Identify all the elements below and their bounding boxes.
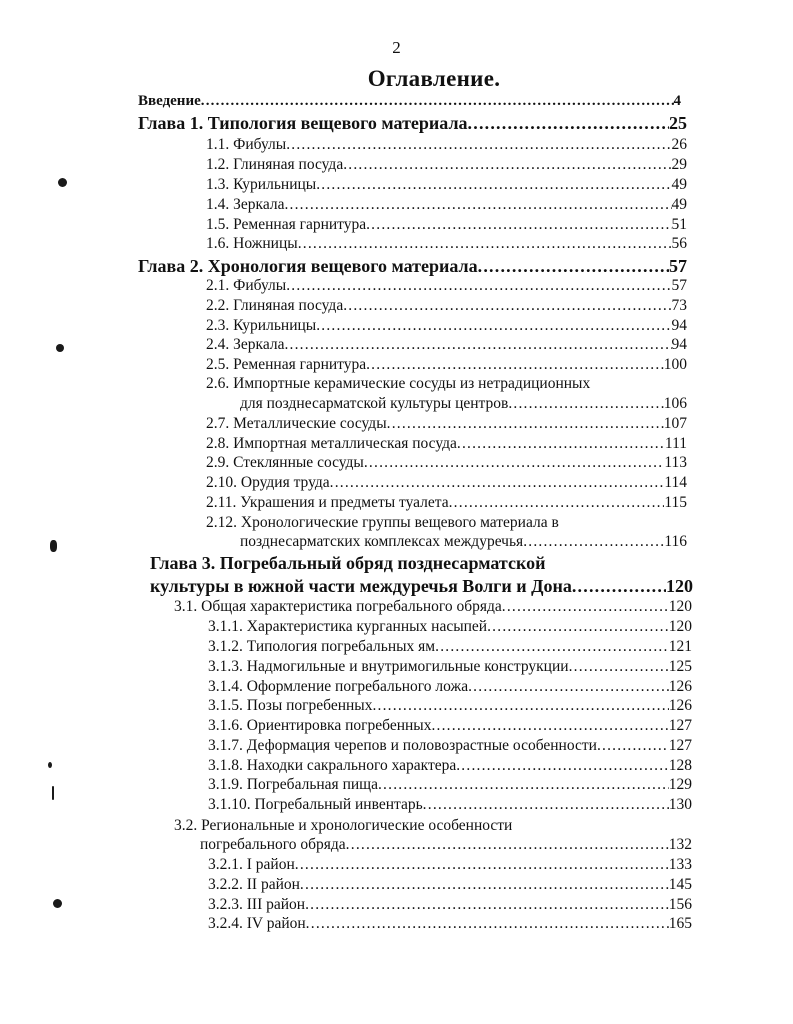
toc-entry-page: 4: [673, 93, 681, 109]
leader-dots: [295, 856, 669, 874]
toc-entry-text: 2.4. Зеркала: [206, 336, 285, 353]
toc-entry-text: 2.2. Глиняная посуда: [206, 297, 344, 314]
toc-entry-text: позднесарматских комплексах междуречья: [240, 533, 524, 550]
toc-entry-text: 1.2. Глиняная посуда: [206, 156, 344, 173]
toc-entry-page: 113: [664, 454, 687, 471]
toc-entry: [208, 856, 692, 874]
toc-entry-text: 3.1.6. Ориентировка погребенных: [208, 717, 432, 734]
toc-entry-text: 3.1.8. Находки сакрального характера: [208, 757, 457, 774]
toc-entry-text: 3.2.4. IV район: [208, 915, 306, 932]
toc-entry-page: 165: [668, 915, 692, 932]
toc-entry: [240, 395, 687, 413]
toc-entry-text: 3.1.5. Позы погребенных: [208, 697, 373, 714]
toc-entry-text: 2.1. Фибулы: [206, 277, 287, 294]
toc-chapter-text: Глава 1. Типология вещевого материала: [138, 113, 468, 133]
leader-dots: [372, 697, 668, 715]
toc-chapter-1: [138, 113, 687, 134]
toc-entry-text: для позднесарматской культуры центров: [240, 395, 509, 412]
toc-entry-page: 127: [668, 737, 692, 754]
toc-entry: [206, 235, 687, 253]
toc-entry-page: 107: [663, 415, 687, 432]
leader-dots: [387, 415, 664, 433]
leader-dots: [201, 93, 674, 110]
toc-entry-text: 3.2.3. III район: [208, 896, 306, 913]
toc-chapter-page: 120: [666, 576, 693, 596]
toc-chapter-2: [138, 256, 687, 277]
leader-dots: [597, 737, 669, 755]
leader-dots: [366, 216, 671, 234]
toc-section-3-1: [174, 598, 692, 616]
toc-entry: [206, 277, 687, 295]
toc-entry-text: 1.6. Ножницы: [206, 235, 298, 252]
scan-mark: [52, 786, 54, 800]
toc-entry: [206, 494, 687, 512]
toc-entry: [206, 196, 687, 214]
toc-entry-page: 100: [663, 356, 687, 373]
leader-dots: [316, 176, 671, 194]
toc-entry-text: 1.4. Зеркала: [206, 196, 285, 213]
toc-entry: [208, 757, 692, 775]
toc-entry-text: 3.1. Общая характеристика погребального обряда: [174, 598, 502, 615]
toc-entry-text: 2.3. Курильницы: [206, 317, 317, 334]
leader-dots: [343, 156, 671, 174]
toc-entry-page: 133: [668, 856, 692, 873]
toc-entry: [208, 796, 692, 814]
toc-entry: [206, 356, 687, 374]
toc-entry-text: 3.2.1. I район: [208, 856, 295, 873]
leader-dots: [457, 435, 665, 453]
leader-dots: [502, 598, 669, 616]
toc-entry: [208, 638, 692, 656]
toc-entry-text: 3.1.1. Характеристика курганных насыпей: [208, 618, 488, 635]
toc-entry-page: 57: [671, 277, 687, 294]
toc-entry-text: 3.1.9. Погребальная пища: [208, 776, 378, 793]
toc-entry: [206, 415, 687, 433]
toc-entry-text: 3.1.3. Надмогильные и внутримогильные конструкции: [208, 658, 569, 675]
leader-dots: [468, 113, 669, 134]
toc-entry-page: 49: [671, 176, 687, 193]
toc-entry: [206, 454, 687, 472]
toc-entry: [206, 336, 687, 354]
toc-entry-line1: 2.12. Хронологические группы вещевого материала в: [206, 514, 559, 531]
leader-dots: [346, 836, 669, 854]
toc-entry-intro: [138, 93, 681, 110]
leader-dots: [456, 757, 669, 775]
leader-dots: [286, 136, 671, 154]
toc-chapter-page: 25: [669, 113, 687, 133]
scan-mark: [58, 178, 67, 187]
toc-entry: [208, 776, 692, 794]
toc-entry-page: 29: [671, 156, 687, 173]
leader-dots: [284, 196, 671, 214]
toc-entry: [208, 717, 692, 735]
toc-entry-text: 1.5. Ременная гарнитура: [206, 216, 367, 233]
toc-entry-text: 3.1.2. Типология погребальных ям: [208, 638, 436, 655]
toc-entry: [208, 618, 692, 636]
toc-chapter-page: 57: [669, 256, 687, 276]
toc-entry-page: 56: [671, 235, 687, 252]
toc-entry: [206, 435, 687, 453]
toc-entry-text: 3.1.7. Деформация черепов и половозрастные особенности: [208, 737, 597, 754]
toc-entry: [208, 697, 692, 715]
toc-entry-page: 94: [671, 336, 687, 353]
toc-entry: [208, 658, 692, 676]
leader-dots: [468, 678, 669, 696]
scan-mark: [53, 899, 62, 908]
toc-entry: [206, 474, 687, 492]
leader-dots: [449, 494, 665, 512]
toc-entry-text: Введение: [138, 93, 201, 109]
toc-chapter-text: Глава 2. Хронология вещевого материала: [138, 256, 478, 276]
leader-dots: [423, 796, 669, 814]
toc-entry: [208, 896, 692, 914]
leader-dots: [378, 776, 669, 794]
toc-entry: [206, 176, 687, 194]
toc-entry-page: 130: [668, 796, 692, 813]
toc-entry: [206, 297, 687, 315]
toc-entry-text: 1.3. Курильницы: [206, 176, 317, 193]
leader-dots: [431, 717, 668, 735]
toc-entry-text: 2.5. Ременная гарнитура: [206, 356, 367, 373]
page-title: Оглавление.: [367, 66, 501, 91]
leader-dots: [487, 618, 669, 636]
toc-entry: [240, 533, 687, 551]
toc-entry-page: 51: [671, 216, 687, 233]
leader-dots: [478, 256, 669, 277]
toc-entry-page: 127: [668, 717, 692, 734]
toc-entry-page: 145: [668, 876, 692, 893]
toc-entry: [206, 216, 687, 234]
toc-entry-page: 126: [668, 697, 692, 714]
leader-dots: [364, 454, 664, 472]
leader-dots: [343, 297, 671, 315]
leader-dots: [572, 576, 666, 597]
leader-dots: [508, 395, 663, 413]
toc-entry-page: 156: [668, 896, 692, 913]
scan-mark: [48, 762, 52, 768]
toc-entry: [208, 876, 692, 894]
scan-mark: [50, 540, 57, 552]
leader-dots: [569, 658, 669, 676]
toc-entry-text: 2.9. Стеклянные сосуды: [206, 454, 364, 471]
toc-entry: [208, 915, 692, 933]
toc-entry-text: 2.11. Украшения и предметы туалета: [206, 494, 449, 511]
toc-chapter-3-line1: Глава 3. Погребальный обряд позднесарматской: [150, 553, 546, 573]
toc-entry-line1: 2.6. Импортные керамические сосуды из нетрадиционных: [206, 375, 591, 392]
toc-entry-page: 49: [671, 196, 687, 213]
toc-entry-page: 106: [663, 395, 687, 412]
toc-chapter-3: [150, 576, 693, 597]
toc-entry-page: 26: [671, 136, 687, 153]
toc-entry-page: 126: [668, 678, 692, 695]
toc-entry-text: 3.2.2. II район: [208, 876, 300, 893]
leader-dots: [305, 896, 669, 914]
toc-entry: [206, 317, 687, 335]
toc-entry-text: 1.1. Фибулы: [206, 136, 287, 153]
leader-dots: [284, 336, 671, 354]
toc-entry-text: 2.8. Импортная металлическая посуда: [206, 435, 457, 452]
leader-dots: [330, 474, 665, 492]
toc-entry-text: 3.1.4. Оформление погребального ложа: [208, 678, 469, 695]
toc-entry-page: 120: [668, 598, 692, 615]
toc-entry-text: погребального обряда: [200, 836, 346, 853]
toc-entry-page: 116: [664, 533, 687, 550]
scan-mark: [56, 344, 64, 352]
toc-entry-text: 2.10. Орудия труда: [206, 474, 330, 491]
toc-entry-page: 132: [668, 836, 692, 853]
toc-entry: [208, 737, 692, 755]
toc-section-3-2: [200, 836, 692, 854]
toc-entry-page: 129: [668, 776, 692, 793]
toc-chapter-text: культуры в южной части междуречья Волги и Дона: [150, 576, 572, 596]
toc-entry-text: 3.1.10. Погребальный инвентарь: [208, 796, 423, 813]
toc-entry-page: 73: [671, 297, 687, 314]
leader-dots: [286, 277, 671, 295]
toc-entry-page: 120: [668, 618, 692, 635]
leader-dots: [300, 876, 669, 894]
toc-entry-page: 94: [671, 317, 687, 334]
leader-dots: [298, 235, 672, 253]
toc-entry-page: 121: [668, 638, 692, 655]
toc-entry-text: 2.7. Металлические сосуды: [206, 415, 387, 432]
leader-dots: [306, 915, 669, 933]
toc-entry: [208, 678, 692, 696]
page-number: 2: [392, 38, 401, 57]
leader-dots: [435, 638, 669, 656]
toc-entry: [206, 156, 687, 174]
toc-entry-page: 128: [668, 757, 692, 774]
leader-dots: [523, 533, 664, 551]
toc-entry-page: 125: [668, 658, 692, 675]
toc-section-3-2-line1: 3.2. Региональные и хронологические особенности: [174, 817, 513, 834]
toc-entry-page: 114: [664, 474, 687, 491]
toc-entry: [206, 136, 687, 154]
leader-dots: [316, 317, 671, 335]
toc-entry-page: 115: [664, 494, 687, 511]
leader-dots: [366, 356, 664, 374]
toc-entry-page: 111: [664, 435, 687, 452]
